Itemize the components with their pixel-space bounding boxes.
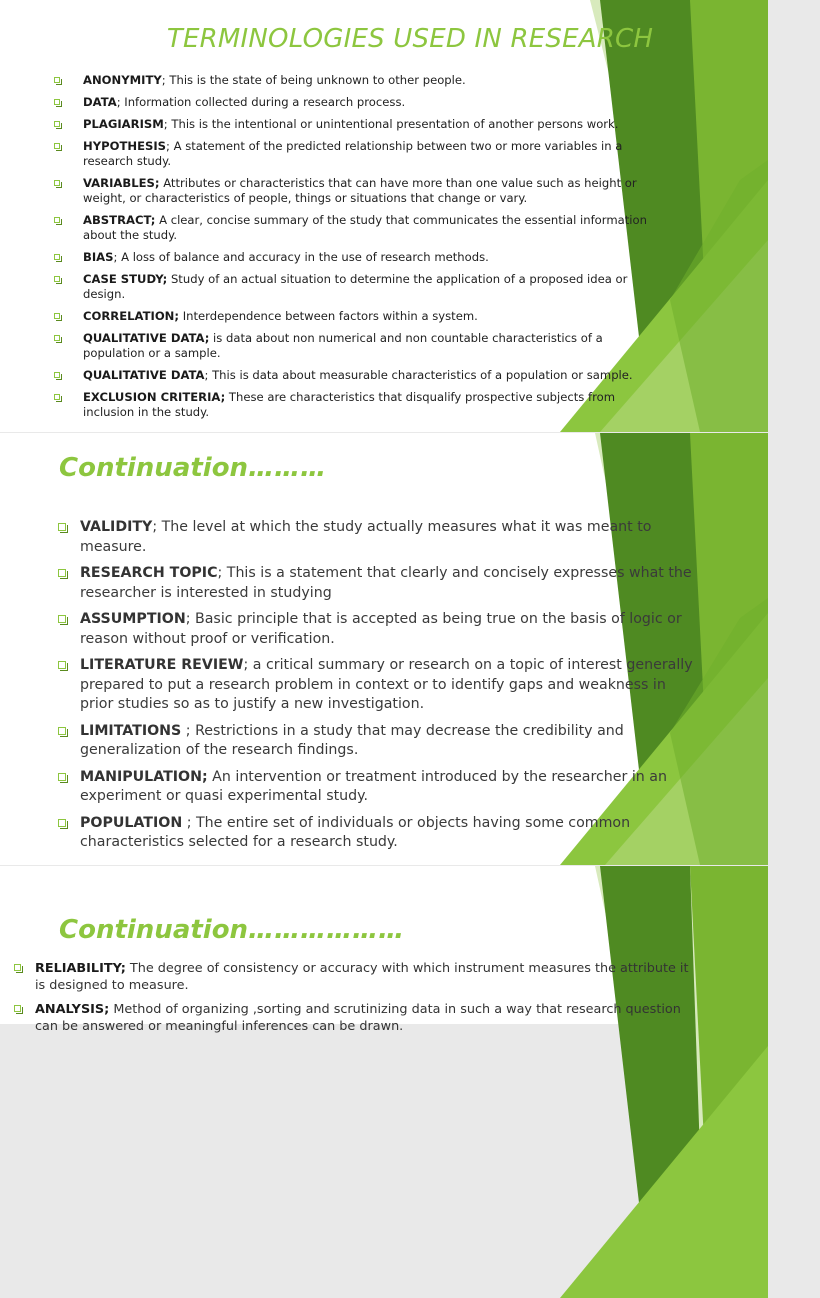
square-bullet-icon (14, 964, 21, 971)
square-bullet-icon (14, 1005, 21, 1012)
list-item (14, 1001, 694, 1035)
term-definition: Interdependence between factors within a system. (179, 309, 478, 323)
square-bullet-icon (58, 615, 66, 623)
term-definition: ; This is the intentional or unintentional presentation of another persons work. (163, 117, 619, 131)
square-bullet-icon (54, 394, 60, 400)
square-bullet-icon (54, 143, 60, 149)
term-definition: ; This is data about measurable characteristics of a population or sample. (204, 368, 633, 382)
square-bullet-icon (58, 773, 66, 781)
term-definition: ; The entire set of individuals or objects having some common characteristics selected for a research study. (80, 814, 631, 850)
term-definition: The degree of consistency or accuracy with which instrument measures the attribute it is designed to measure. (35, 961, 689, 993)
term-label: EXCLUSION CRITERIA; (83, 390, 226, 404)
square-bullet-icon (54, 99, 60, 105)
square-bullet-icon (58, 661, 66, 669)
term-definition: Study of an actual situation to determine the application of a proposed idea or design. (83, 272, 628, 301)
square-bullet-icon (54, 335, 60, 341)
list-item (58, 768, 698, 807)
list-item (14, 960, 694, 994)
term-label: CASE STUDY; (83, 272, 168, 286)
list-item (54, 95, 654, 110)
term-label: MANIPULATION; (80, 768, 208, 785)
square-bullet-icon (54, 217, 60, 223)
list-item (54, 272, 654, 302)
term-definition: ; A statement of the predicted relationship between two or more variables in a research study. (83, 139, 623, 168)
square-bullet-icon (54, 254, 60, 260)
list-item (58, 518, 698, 557)
term-definition: These are characteristics that disqualify prospective subjects from inclusion in the study. (83, 390, 616, 419)
term-definition: ; This is a statement that clearly and concisely expresses what the researcher is interested in studying (80, 565, 692, 601)
list-item (58, 722, 698, 761)
list-item (58, 814, 698, 853)
square-bullet-icon (54, 121, 60, 127)
slide-title: TERMINOLOGIES USED IN RESEARCH (166, 24, 654, 54)
term-label: LITERATURE REVIEW (80, 657, 244, 673)
term-definition: ; Basic principle that is accepted as being true on the basis of logic or reason without proof or verification. (80, 611, 682, 647)
list-item (54, 213, 654, 243)
slide-title: Continuation……………… (59, 915, 405, 945)
term-definition: ; a critical summary or research on a topic of interest generally prepared to put a research problem in context or to identify gaps and weakness in prior studies so as to justify a new investigation. (80, 657, 693, 712)
term-label: VARIABLES; (83, 176, 160, 190)
terms-list (14, 960, 694, 1042)
term-label: LIMITATIONS (80, 722, 182, 739)
square-bullet-icon (58, 523, 66, 531)
slide-title: Continuation……… (59, 453, 327, 483)
term-label: CORRELATION; (83, 309, 180, 323)
term-definition: is data about non numerical and non countable characteristics of a population or a sample. (83, 331, 603, 360)
square-bullet-icon (58, 569, 66, 577)
term-label: VALIDITY (80, 519, 153, 535)
term-label: QUALITATIVE DATA (83, 368, 205, 382)
square-bullet-icon (54, 180, 60, 186)
list-item (54, 139, 654, 169)
list-item (54, 309, 654, 324)
term-definition: Method of organizing ,sorting and scrutinizing data in such a way that research question can be answered or meaningful inferences can be drawn. (35, 1002, 681, 1034)
term-definition: ; Information collected during a research process. (116, 95, 406, 109)
term-definition: An intervention or treatment introduced by the researcher in an experiment or quasi experimental study. (80, 768, 667, 804)
list-item (54, 368, 654, 383)
term-definition: ; A loss of balance and accuracy in the use of research methods. (113, 250, 489, 264)
term-label: RESEARCH TOPIC (80, 565, 218, 581)
list-item (58, 564, 698, 603)
slide-3 (0, 866, 768, 1034)
list-item (54, 250, 654, 265)
list-item (54, 73, 654, 88)
list-item (54, 390, 654, 420)
square-bullet-icon (54, 372, 60, 378)
term-label: DATA (83, 95, 117, 109)
slide-2 (0, 433, 768, 865)
term-label: PLAGIARISM (83, 117, 164, 131)
list-item (58, 610, 698, 649)
square-bullet-icon (58, 727, 66, 735)
slide-1 (0, 0, 768, 432)
list-item (54, 117, 654, 132)
term-definition: ; Restrictions in a study that may decrease the credibility and generalization of the research findings. (80, 722, 624, 758)
term-label: POPULATION (80, 814, 183, 831)
term-label: ANALYSIS; (35, 1002, 110, 1017)
list-item (54, 176, 654, 206)
terms-list (54, 73, 654, 427)
term-definition: Attributes or characteristics that can have more than one value such as height or weight, or characteristics of people, things or situations that change or vary. (83, 176, 637, 205)
term-label: RELIABILITY; (35, 961, 126, 976)
list-item (54, 331, 654, 361)
term-definition: A clear, concise summary of the study that communicates the essential information about the study. (83, 213, 647, 242)
square-bullet-icon (58, 819, 66, 827)
square-bullet-icon (54, 77, 60, 83)
term-definition: ; This is the state of being unknown to other people. (161, 73, 466, 87)
term-label: ANONYMITY (83, 73, 162, 87)
term-label: ABSTRACT; (83, 213, 156, 227)
term-label: QUALITATIVE DATA; (83, 331, 210, 345)
square-bullet-icon (54, 276, 60, 282)
square-bullet-icon (54, 313, 60, 319)
term-label: HYPOTHESIS (83, 139, 166, 153)
term-label: BIAS (83, 250, 114, 264)
terms-list (58, 518, 698, 860)
term-label: ASSUMPTION (80, 611, 186, 627)
list-item (58, 656, 698, 715)
term-definition: ; The level at which the study actually measures what it was meant to measure. (80, 519, 652, 555)
